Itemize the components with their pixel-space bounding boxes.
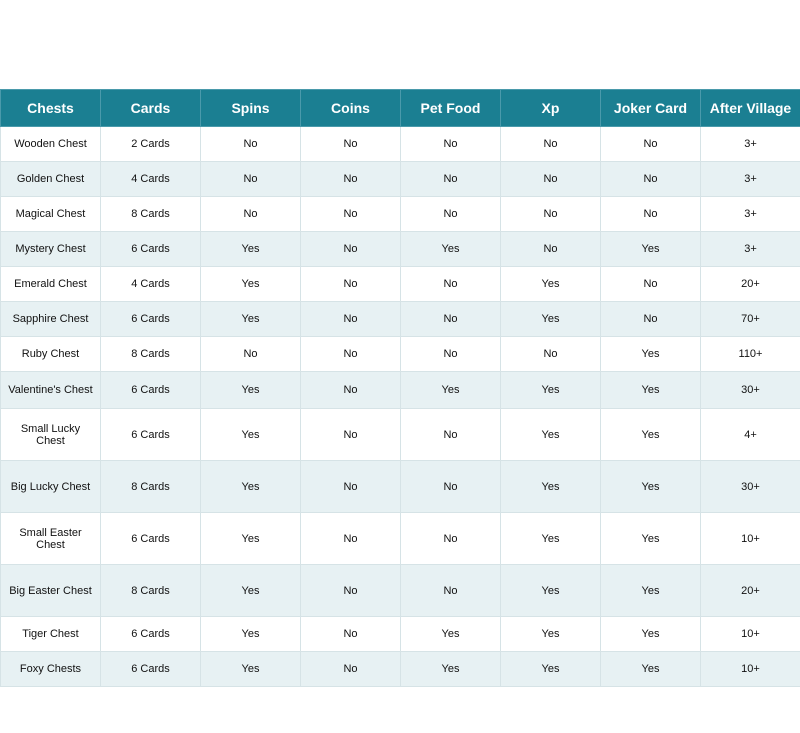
- cell-xp: Yes: [501, 565, 601, 617]
- cell-cards: 4 Cards: [101, 267, 201, 302]
- cell-coins: No: [301, 267, 401, 302]
- cell-coins: No: [301, 302, 401, 337]
- cell-xp: Yes: [501, 513, 601, 565]
- header-pet-food: Pet Food: [401, 90, 501, 127]
- cell-joker-card: Yes: [601, 652, 701, 687]
- cell-joker-card: No: [601, 162, 701, 197]
- cell-pet-food: Yes: [401, 652, 501, 687]
- cell-after-village: 3+: [701, 232, 800, 267]
- cell-after-village: 4+: [701, 409, 800, 461]
- cell-spins: Yes: [201, 652, 301, 687]
- cell-pet-food: No: [401, 302, 501, 337]
- cell-joker-card: Yes: [601, 232, 701, 267]
- cell-xp: Yes: [501, 461, 601, 513]
- cell-chest-name: Wooden Chest: [1, 127, 101, 162]
- cell-joker-card: Yes: [601, 461, 701, 513]
- cell-after-village: 110+: [701, 337, 800, 372]
- cell-cards: 6 Cards: [101, 409, 201, 461]
- cell-cards: 6 Cards: [101, 302, 201, 337]
- cell-xp: Yes: [501, 617, 601, 652]
- cell-spins: Yes: [201, 513, 301, 565]
- cell-joker-card: Yes: [601, 513, 701, 565]
- cell-chest-name: Emerald Chest: [1, 267, 101, 302]
- cell-after-village: 30+: [701, 461, 800, 513]
- cell-coins: No: [301, 127, 401, 162]
- cell-spins: No: [201, 127, 301, 162]
- cell-spins: Yes: [201, 267, 301, 302]
- cell-pet-food: No: [401, 162, 501, 197]
- cell-after-village: 20+: [701, 565, 800, 617]
- cell-chest-name: Magical Chest: [1, 197, 101, 232]
- cell-after-village: 10+: [701, 652, 800, 687]
- table-row: [1, 372, 800, 409]
- cell-pet-food: No: [401, 565, 501, 617]
- cell-joker-card: Yes: [601, 617, 701, 652]
- cell-joker-card: No: [601, 127, 701, 162]
- cell-pet-food: Yes: [401, 372, 501, 409]
- cell-cards: 6 Cards: [101, 617, 201, 652]
- cell-joker-card: Yes: [601, 565, 701, 617]
- cell-cards: 8 Cards: [101, 565, 201, 617]
- cell-spins: Yes: [201, 565, 301, 617]
- cell-pet-food: No: [401, 197, 501, 232]
- cell-coins: No: [301, 617, 401, 652]
- cell-joker-card: Yes: [601, 372, 701, 409]
- cell-spins: No: [201, 197, 301, 232]
- cell-cards: 8 Cards: [101, 461, 201, 513]
- cell-pet-food: No: [401, 267, 501, 302]
- header-coins: Coins: [301, 90, 401, 127]
- header-joker-card: Joker Card: [601, 90, 701, 127]
- table-row: [1, 197, 800, 232]
- cell-coins: No: [301, 565, 401, 617]
- cell-pet-food: No: [401, 461, 501, 513]
- cell-coins: No: [301, 197, 401, 232]
- cell-after-village: 70+: [701, 302, 800, 337]
- table-row: [1, 232, 800, 267]
- table-row: [1, 461, 800, 513]
- cell-cards: 4 Cards: [101, 162, 201, 197]
- cell-spins: No: [201, 337, 301, 372]
- table-row: [1, 267, 800, 302]
- header-xp: Xp: [501, 90, 601, 127]
- cell-chest-name: Ruby Chest: [1, 337, 101, 372]
- cell-xp: No: [501, 162, 601, 197]
- cell-cards: 8 Cards: [101, 197, 201, 232]
- cell-cards: 6 Cards: [101, 232, 201, 267]
- header-cards: Cards: [101, 90, 201, 127]
- table-row: [1, 162, 800, 197]
- cell-spins: Yes: [201, 302, 301, 337]
- cell-chest-name: Golden Chest: [1, 162, 101, 197]
- cell-joker-card: No: [601, 302, 701, 337]
- header-spins: Spins: [201, 90, 301, 127]
- cell-chest-name: Big Easter Chest: [1, 565, 101, 617]
- cell-cards: 2 Cards: [101, 127, 201, 162]
- cell-xp: No: [501, 232, 601, 267]
- cell-xp: Yes: [501, 372, 601, 409]
- cell-chest-name: Small Easter Chest: [1, 513, 101, 565]
- cell-pet-food: No: [401, 409, 501, 461]
- table-header: [1, 90, 800, 127]
- cell-chest-name: Tiger Chest: [1, 617, 101, 652]
- header-row: [1, 90, 800, 127]
- table-row: [1, 302, 800, 337]
- table-row: [1, 617, 800, 652]
- cell-xp: Yes: [501, 267, 601, 302]
- cell-coins: No: [301, 372, 401, 409]
- chest-comparison-table: [0, 89, 800, 687]
- cell-xp: No: [501, 127, 601, 162]
- table-row: [1, 565, 800, 617]
- cell-xp: No: [501, 337, 601, 372]
- cell-pet-food: No: [401, 513, 501, 565]
- cell-after-village: 3+: [701, 197, 800, 232]
- cell-after-village: 30+: [701, 372, 800, 409]
- header-after-village: After Village: [701, 90, 800, 127]
- cell-xp: Yes: [501, 652, 601, 687]
- cell-coins: No: [301, 513, 401, 565]
- cell-chest-name: Valentine's Chest: [1, 372, 101, 409]
- cell-spins: No: [201, 162, 301, 197]
- cell-spins: Yes: [201, 232, 301, 267]
- table-row: [1, 652, 800, 687]
- cell-after-village: 20+: [701, 267, 800, 302]
- cell-xp: Yes: [501, 302, 601, 337]
- table-row: [1, 337, 800, 372]
- header-chests: Chests: [1, 90, 101, 127]
- cell-after-village: 3+: [701, 162, 800, 197]
- cell-cards: 8 Cards: [101, 337, 201, 372]
- table-row: [1, 409, 800, 461]
- cell-coins: No: [301, 337, 401, 372]
- cell-chest-name: Mystery Chest: [1, 232, 101, 267]
- cell-chest-name: Big Lucky Chest: [1, 461, 101, 513]
- cell-xp: No: [501, 197, 601, 232]
- chest-comparison-table-container: [0, 89, 800, 687]
- table-body: [1, 127, 800, 687]
- cell-coins: No: [301, 461, 401, 513]
- cell-coins: No: [301, 162, 401, 197]
- cell-chest-name: Foxy Chests: [1, 652, 101, 687]
- cell-xp: Yes: [501, 409, 601, 461]
- cell-spins: Yes: [201, 617, 301, 652]
- cell-spins: Yes: [201, 409, 301, 461]
- table-row: [1, 127, 800, 162]
- cell-coins: No: [301, 652, 401, 687]
- cell-coins: No: [301, 409, 401, 461]
- cell-after-village: 10+: [701, 513, 800, 565]
- cell-chest-name: Sapphire Chest: [1, 302, 101, 337]
- cell-pet-food: Yes: [401, 617, 501, 652]
- cell-coins: No: [301, 232, 401, 267]
- cell-cards: 6 Cards: [101, 513, 201, 565]
- cell-pet-food: No: [401, 337, 501, 372]
- cell-after-village: 3+: [701, 127, 800, 162]
- table-row: [1, 513, 800, 565]
- cell-cards: 6 Cards: [101, 372, 201, 409]
- cell-pet-food: No: [401, 127, 501, 162]
- cell-joker-card: Yes: [601, 337, 701, 372]
- cell-cards: 6 Cards: [101, 652, 201, 687]
- cell-spins: Yes: [201, 372, 301, 409]
- cell-joker-card: No: [601, 197, 701, 232]
- cell-after-village: 10+: [701, 617, 800, 652]
- cell-joker-card: Yes: [601, 409, 701, 461]
- cell-joker-card: No: [601, 267, 701, 302]
- cell-chest-name: Small Lucky Chest: [1, 409, 101, 461]
- cell-spins: Yes: [201, 461, 301, 513]
- cell-pet-food: Yes: [401, 232, 501, 267]
